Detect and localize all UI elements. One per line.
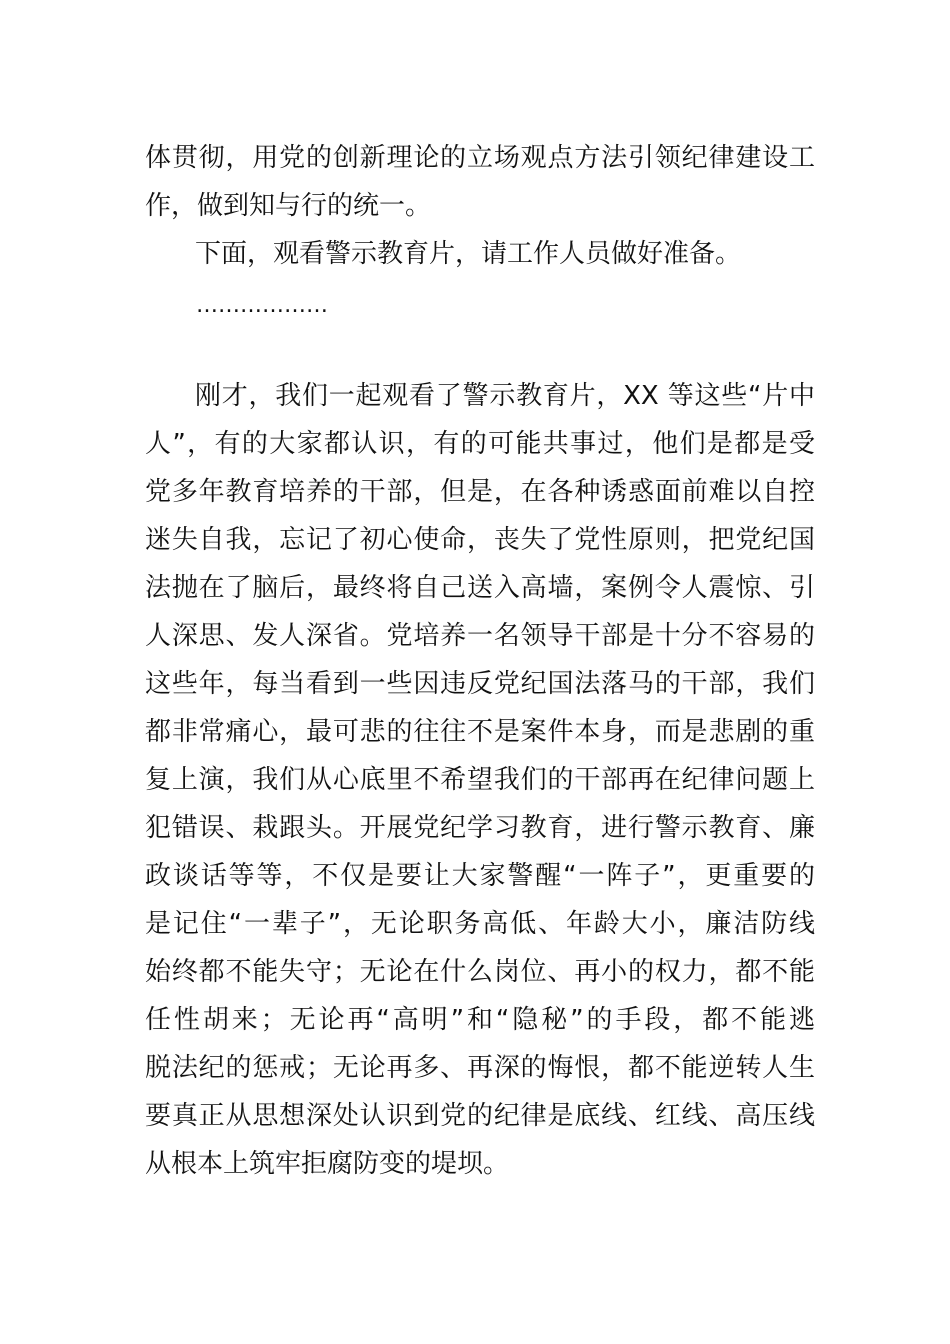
paragraph-3-line-11: 政谈话等等，不仅是要让大家警醒“一阵子”，更重要的	[145, 861, 815, 891]
paragraph-3-line-2: 人”，有的大家都认识，有的可能共事过，他们是都是受	[145, 429, 815, 459]
paragraph-3-line-7: 这些年，每当看到一些因违反党纪国法落马的干部，我们	[145, 669, 815, 699]
paragraph-3-line-1: 刚才，我们一起观看了警示教育片，XX 等这些“片中	[195, 381, 815, 411]
paragraph-3-line-3: 党多年教育培养的干部，但是，在各种诱惑面前难以自控	[145, 477, 815, 507]
paragraph-3-line-5: 法抛在了脑后，最终将自己送入高墙，案例令人震惊、引	[145, 573, 815, 603]
separator-ellipsis: ………………	[196, 293, 328, 318]
paragraph-1-line-2: 作，做到知与行的统一。	[145, 191, 432, 221]
paragraph-3-line-15: 脱法纪的惩戒；无论再多、再深的悔恨，都不能逆转人生	[145, 1053, 815, 1083]
paragraph-3-line-8: 都非常痛心，最可悲的往往不是案件本身，而是悲剧的重	[145, 717, 815, 747]
paragraph-3-line-13: 始终都不能失守；无论在什么岗位、再小的权力，都不能	[145, 957, 815, 987]
paragraph-3-line-16: 要真正从思想深处认识到党的纪律是底线、红线、高压线	[145, 1101, 815, 1131]
paragraph-3-line-6: 人深思、发人深省。党培养一名领导干部是十分不容易的	[145, 621, 815, 651]
paragraph-3-line-12: 是记住“一辈子”，无论职务高低、年龄大小，廉洁防线	[145, 909, 815, 939]
paragraph-1-line-1: 体贯彻，用党的创新理论的立场观点方法引领纪律建设工	[145, 143, 815, 173]
paragraph-3-line-4: 迷失自我，忘记了初心使命，丧失了党性原则，把党纪国	[145, 525, 815, 555]
paragraph-3-line-17: 从根本上筑牢拒腐防变的堤坝。	[145, 1149, 510, 1179]
paragraph-3-line-9: 复上演，我们从心底里不希望我们的干部再在纪律问题上	[145, 765, 815, 795]
paragraph-3-line-10: 犯错误、栽跟头。开展党纪学习教育，进行警示教育、廉	[145, 813, 815, 843]
paragraph-2-line-1: 下面，观看警示教育片，请工作人员做好准备。	[195, 239, 742, 269]
paragraph-3-line-14: 任性胡来；无论再“高明”和“隐秘”的手段，都不能逃	[145, 1005, 815, 1035]
